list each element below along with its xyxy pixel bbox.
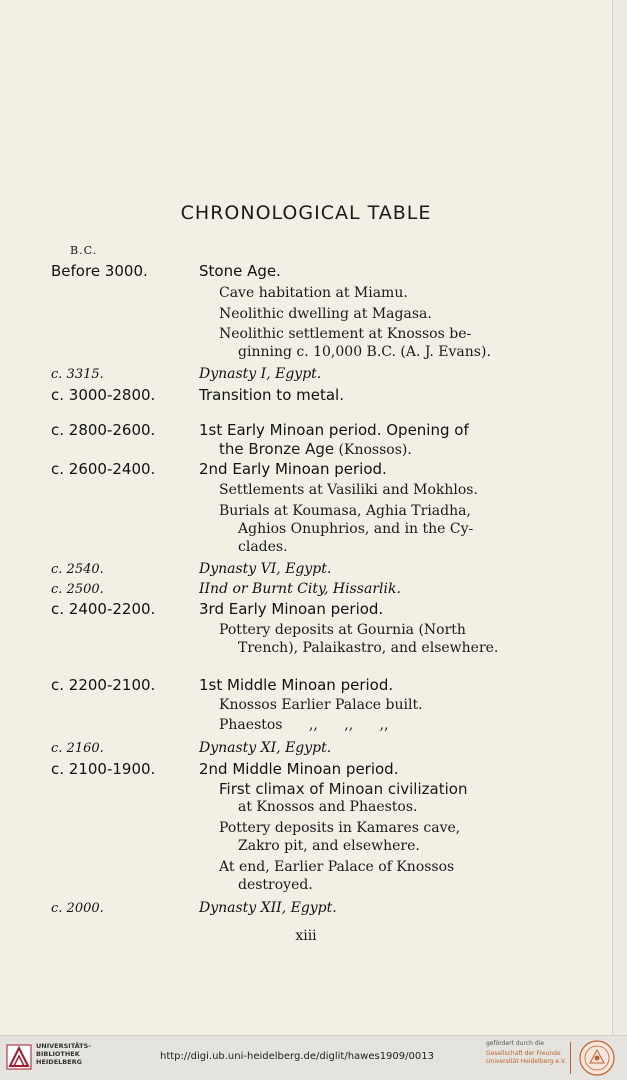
entry-heading-continuation bbox=[219, 440, 412, 458]
entry-heading: IInd or Burnt City, Hissarlik. bbox=[199, 581, 401, 597]
entry-note: Aghios Onuphrios, and in the Cy- bbox=[238, 521, 474, 537]
entry-heading: 2nd Early Minoan period. bbox=[199, 460, 387, 478]
entry-note: Neolithic dwelling at Magasa. bbox=[219, 306, 432, 322]
entry-heading: 1st Early Minoan period. Opening of bbox=[199, 421, 469, 439]
entry-note: Phaestos ,, ,, ,, bbox=[219, 717, 389, 733]
entry-date: c. 2600-2400. bbox=[51, 460, 156, 478]
entry-note: Pottery deposits at Gournia (North bbox=[219, 622, 466, 638]
entry-note: Burials at Koumasa, Aghia Triadha, bbox=[219, 503, 471, 519]
entry-heading: 3rd Early Minoan period. bbox=[199, 600, 384, 618]
entry-date: c. 3000-2800. bbox=[51, 386, 156, 404]
entry-date: c. 2000. bbox=[51, 901, 104, 916]
entry-date: c. 2100-1900. bbox=[51, 760, 156, 778]
entry-note: Trench), Palaikastro, and elsewhere. bbox=[238, 640, 499, 656]
sponsor-org: Gesellschaft der Freunde Universität Heidelberg e.V. bbox=[486, 1050, 567, 1065]
entry-heading: 2nd Middle Minoan period. bbox=[199, 760, 399, 778]
entry-note: First climax of Minoan civilization bbox=[219, 780, 468, 798]
viewer-footer bbox=[0, 1035, 627, 1080]
era-label: B.C. bbox=[70, 244, 98, 257]
permalink-url[interactable]: http://digi.ub.uni-heidelberg.de/diglit/hawes1909/0013 bbox=[160, 1051, 434, 1062]
entry-date: c. 2400-2200. bbox=[51, 600, 156, 618]
sponsor-label: gefördert durch die bbox=[486, 1040, 544, 1047]
entry-date: c. 2200-2100. bbox=[51, 676, 156, 694]
entry-note: Zakro pit, and elsewhere. bbox=[238, 838, 420, 854]
entry-heading: Dynasty VI, Egypt. bbox=[199, 561, 332, 577]
entry-heading: Dynasty XI, Egypt. bbox=[199, 740, 332, 756]
entry-note: Settlements at Vasiliki and Mokhlos. bbox=[219, 482, 478, 498]
bronze-age-text: the Bronze Age bbox=[219, 440, 335, 458]
entry-date: Before 3000. bbox=[51, 262, 148, 280]
entry-date: c. 2500. bbox=[51, 582, 104, 597]
library-logo-icon bbox=[6, 1044, 32, 1070]
entry-date: c. 3315. bbox=[51, 367, 104, 382]
entry-note: at Knossos and Phaestos. bbox=[238, 799, 418, 815]
library-name: UNIVERSITÄTS- BIBLIOTHEK HEIDELBERG bbox=[36, 1042, 91, 1066]
entry-heading: Transition to metal. bbox=[199, 386, 344, 404]
entry-note: Cave habitation at Miamu. bbox=[219, 285, 408, 301]
entry-note: Neolithic settlement at Knossos be- bbox=[219, 326, 472, 342]
entry-heading: Dynasty XII, Egypt. bbox=[199, 900, 337, 916]
entry-note: At end, Earlier Palace of Knossos bbox=[219, 859, 455, 875]
knossos-text: (Knossos). bbox=[338, 442, 412, 458]
page-number: xiii bbox=[295, 928, 317, 944]
entry-note: Knossos Earlier Palace built. bbox=[219, 697, 423, 713]
entry-note: Pottery deposits in Kamares cave, bbox=[219, 820, 461, 836]
divider bbox=[570, 1042, 571, 1074]
entry-date: c. 2540. bbox=[51, 562, 104, 577]
entry-heading: 1st Middle Minoan period. bbox=[199, 676, 394, 694]
entry-note: ginning c. 10,000 B.C. (A. J. Evans). bbox=[238, 344, 491, 360]
entry-note: clades. bbox=[238, 539, 288, 555]
entry-note: destroyed. bbox=[238, 877, 313, 893]
entry-date: c. 2800-2600. bbox=[51, 421, 156, 439]
entry-date: c. 2160. bbox=[51, 741, 104, 756]
entry-heading: Dynasty I, Egypt. bbox=[199, 366, 322, 382]
university-seal-icon bbox=[578, 1039, 616, 1077]
page-title: CHRONOLOGICAL TABLE bbox=[180, 202, 432, 224]
entry-heading: Stone Age. bbox=[199, 262, 281, 280]
